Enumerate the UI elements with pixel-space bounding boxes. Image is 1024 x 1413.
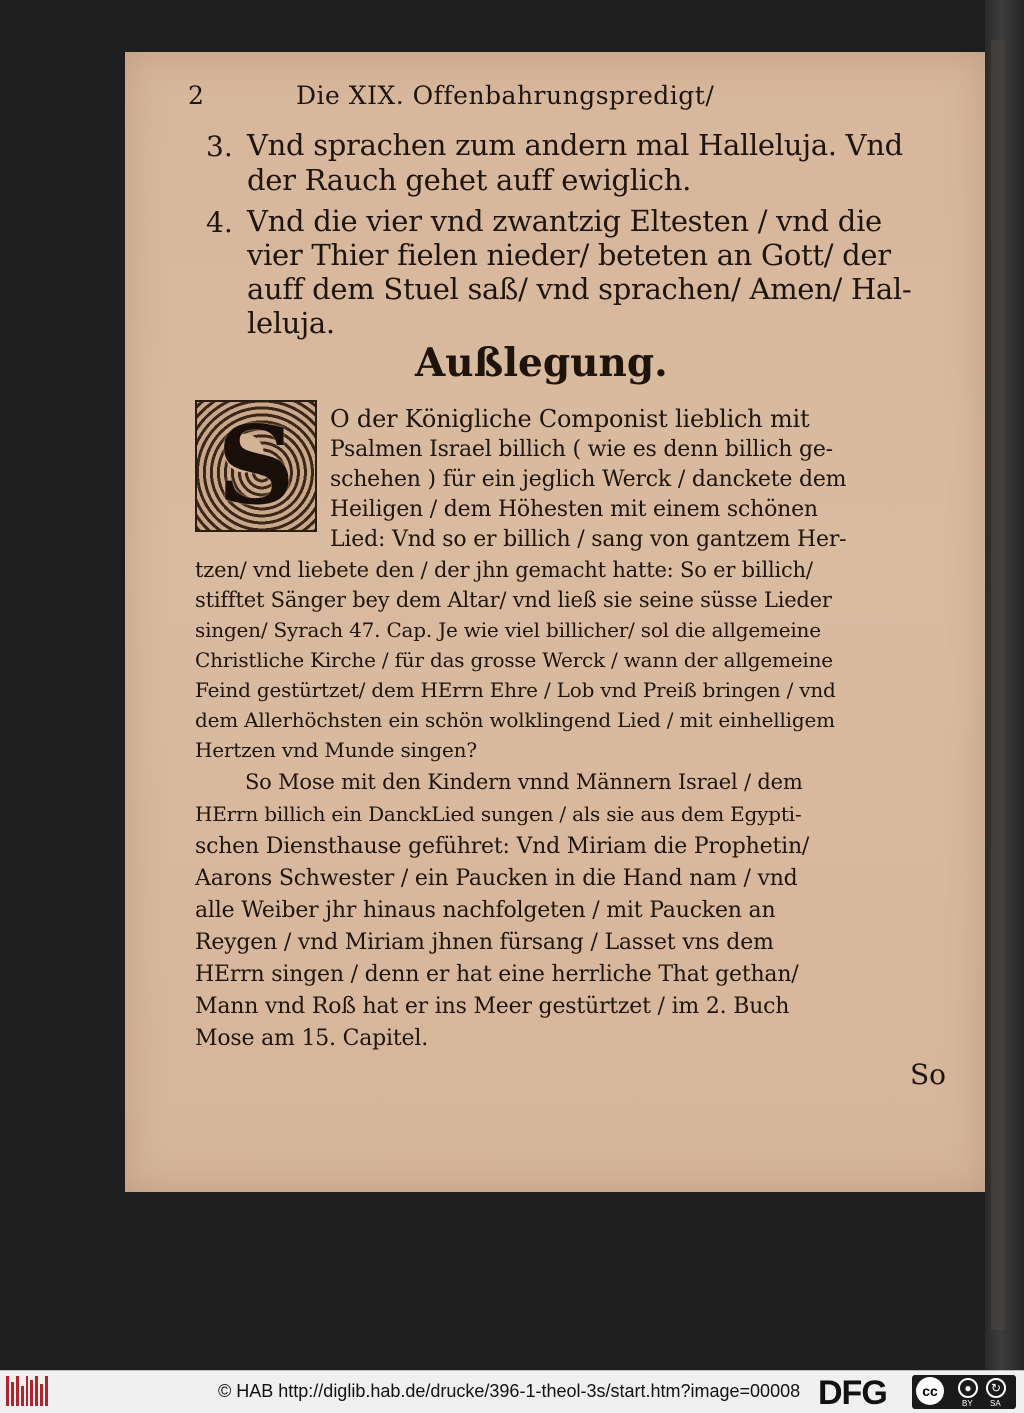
verse-line: leluja.: [247, 306, 335, 340]
copyright-link[interactable]: © HAB http://diglib.hab.de/drucke/396-1-theol-3s/start.htm?image=00008: [218, 1381, 801, 1401]
body-line: HErrn singen / denn er hat eine herrliche That gethan/: [195, 962, 799, 987]
cc-by-label: BY: [962, 1399, 973, 1408]
body-line: Hertzen vnd Munde singen?: [195, 738, 477, 762]
verse-line: Vnd sprachen zum andern mal Halleluja. Vnd: [247, 128, 903, 162]
body-line: tzen/ vnd liebete den / der jhn gemacht hatte: So er billich/: [195, 558, 813, 582]
share-alike-icon: ↻: [986, 1378, 1006, 1398]
verse-line: der Rauch gehet auff ewiglich.: [247, 163, 692, 197]
body-line: Heiligen / dem Höhesten mit einem schönen: [330, 497, 818, 522]
footer-bar: [0, 1370, 1024, 1413]
body-line: schehen ) für ein jeglich Werck / danckete dem: [330, 467, 847, 492]
verse-line: vier Thier fielen nieder/ beteten an Gott/ der: [247, 238, 891, 272]
ornamental-initial: [195, 400, 317, 532]
book-spine-edge: [985, 0, 1024, 1370]
body-line: schen Diensthause geführet: Vnd Miriam die Prophetin/: [195, 834, 810, 859]
cc-icon: cc: [916, 1377, 944, 1405]
body-line: Christliche Kirche / für das grosse Werck / wann der allgemeine: [195, 648, 833, 672]
body-line: O der Königliche Componist lieblich mit: [330, 405, 810, 433]
body-line: stifftet Sänger bey dem Altar/ vnd ließ sie seine süsse Lieder: [195, 588, 832, 612]
body-line: Lied: Vnd so er billich / sang von gantzem Her-: [330, 527, 847, 552]
body-line: Feind gestürtzet/ dem HErrn Ehre / Lob vnd Preiß bringen / vnd: [195, 678, 836, 702]
section-heading: Außlegung.: [415, 340, 668, 386]
body-line: Mose am 15. Capitel.: [195, 1026, 428, 1051]
spine-strip: [991, 40, 1005, 1330]
dfg-logo[interactable]: DFG: [818, 1374, 887, 1412]
hab-logo-icon[interactable]: [6, 1376, 48, 1408]
body-line: Psalmen Israel billich ( wie es denn billich ge-: [330, 437, 833, 462]
by-attribution-icon: ●: [958, 1378, 978, 1398]
verse-number: 3.: [206, 130, 233, 163]
verse-number: 4.: [206, 206, 233, 239]
cc-sa-label: SA: [990, 1399, 1001, 1408]
body-line: Reygen / vnd Miriam jhnen fürsang / Lasset vns dem: [195, 930, 774, 955]
body-line: HErrn billich ein DanckLied sungen / als sie aus dem Egypti-: [195, 802, 802, 826]
body-line: singen/ Syrach 47. Cap. Je wie viel billicher/ sol die allgemeine: [195, 618, 821, 642]
verse-line: auff dem Stuel saß/ vnd sprachen/ Amen/ Hal-: [247, 272, 912, 306]
body-line: Aarons Schwester / ein Paucken in die Hand nam / vnd: [195, 866, 798, 891]
initial-letter: S: [217, 403, 295, 529]
verse-line: Vnd die vier vnd zwantzig Eltesten / vnd die: [247, 204, 882, 238]
body-line: Mann vnd Roß hat er ins Meer gestürtzet / im 2. Buch: [195, 994, 790, 1019]
running-head: Die XIX. Offenbahrungspredigt/: [296, 81, 715, 110]
body-line: alle Weiber jhr hinaus nachfolgeten / mit Paucken an: [195, 898, 776, 923]
catchword: So: [910, 1058, 947, 1091]
page-number: 2: [188, 81, 204, 110]
body-line: dem Allerhöchsten ein schön wolklingend Lied / mit einhelligem: [195, 708, 835, 732]
cc-license-badge[interactable]: [912, 1375, 1016, 1409]
body-line: So Mose mit den Kindern vnnd Männern Israel / dem: [245, 770, 803, 794]
